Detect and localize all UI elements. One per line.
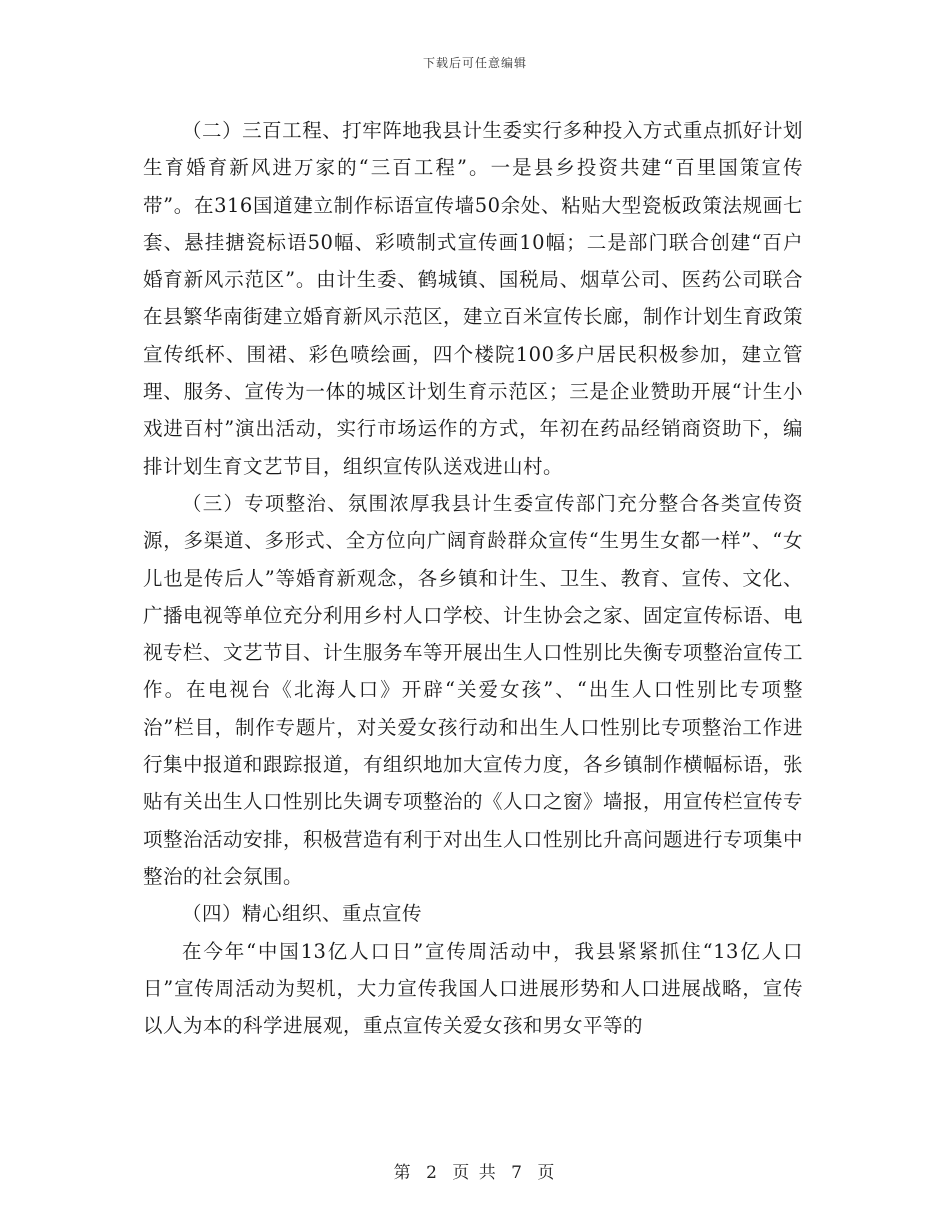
document-body (143, 112, 803, 1044)
section-heading-4: （四）精心组织、重点宣传 (182, 902, 423, 926)
page-footer (0, 1158, 950, 1183)
page-total: 7 (511, 1163, 524, 1183)
page-prefix: 第 (393, 1163, 413, 1183)
paragraph-section-3: （三）专项整治、氛围浓厚我县计生委宣传部门充分整合各类宣传资源，多渠道、多形式、全方位向广阔育龄群众宣传“生男生女都一样”、“女儿也是传后人”等婚育新观念，各乡镇和计生、卫生、教育、宣传、文化、广播电视等单位充分利用乡村人口学校、计生协会之家、固定宣传标语、电视专栏、文艺节目、计生服务车等开展出生人口性别比失衡专项整治宣传工作。在电视台《北海人口》开辟“关爱女孩”、“出生人口性别比专项整治”栏目，制作专题片，对关爱女孩行动和出生人口性别比专项整治工作进行集中报道和跟踪报道，有组织地加大宣传力度，各乡镇制作横幅标语，张贴有关出生人口性别比失调专项整治的《人口之窗》墙报，用宣传栏宣传专项整治活动安排，积极营造有利于对出生人口性别比升高问题进行专项集中整治的社会氛围。 (143, 491, 804, 888)
paragraph-section-2: （二）三百工程、打牢阵地我县计生委实行多种投入方式重点抓好计划生育婚育新风进万家的“三百工程”。一是县乡投资共建“百里国策宣传带”。在316国道建立制作标语宣传墙50余处、粘贴大型瓷板政策法规画七套、悬挂搪瓷标语50幅、彩喷制式宣传画10幅；二是部门联合创建“百户婚育新风示范区”。由计生委、鹤城镇、国税局、烟草公司、医药公司联合在县繁华南街建立婚育新风示范区，建立百米宣传长廊，制作计划生育政策宣传纸杯、围裙、彩色喷绘画，四个楼院100多户居民积极参加，建立管理、服务、宣传为一体的城区计划生育示范区；三是企业赞助开展“计生小戏进百村”演出活动，实行市场运作的方式，年初在药品经销商资助下，编排计划生育文艺节目，组织宣传队送戏进山村。 (143, 119, 804, 478)
page-suffix: 页 (537, 1163, 557, 1183)
header-note: 下载后可任意编辑 (422, 56, 527, 70)
paragraph-section-4: 在今年“中国13亿人口日”宣传周活动中，我县紧紧抓住“13亿人口日”宣传周活动为契机，大力宣传我国人口进展形势和人口进展战略，宣传以人为本的科学进展观，重点宣传关爱女孩和男女平等的 (143, 939, 803, 1038)
page-current: 2 (426, 1163, 439, 1183)
page-middle: 页 共 (452, 1163, 498, 1183)
